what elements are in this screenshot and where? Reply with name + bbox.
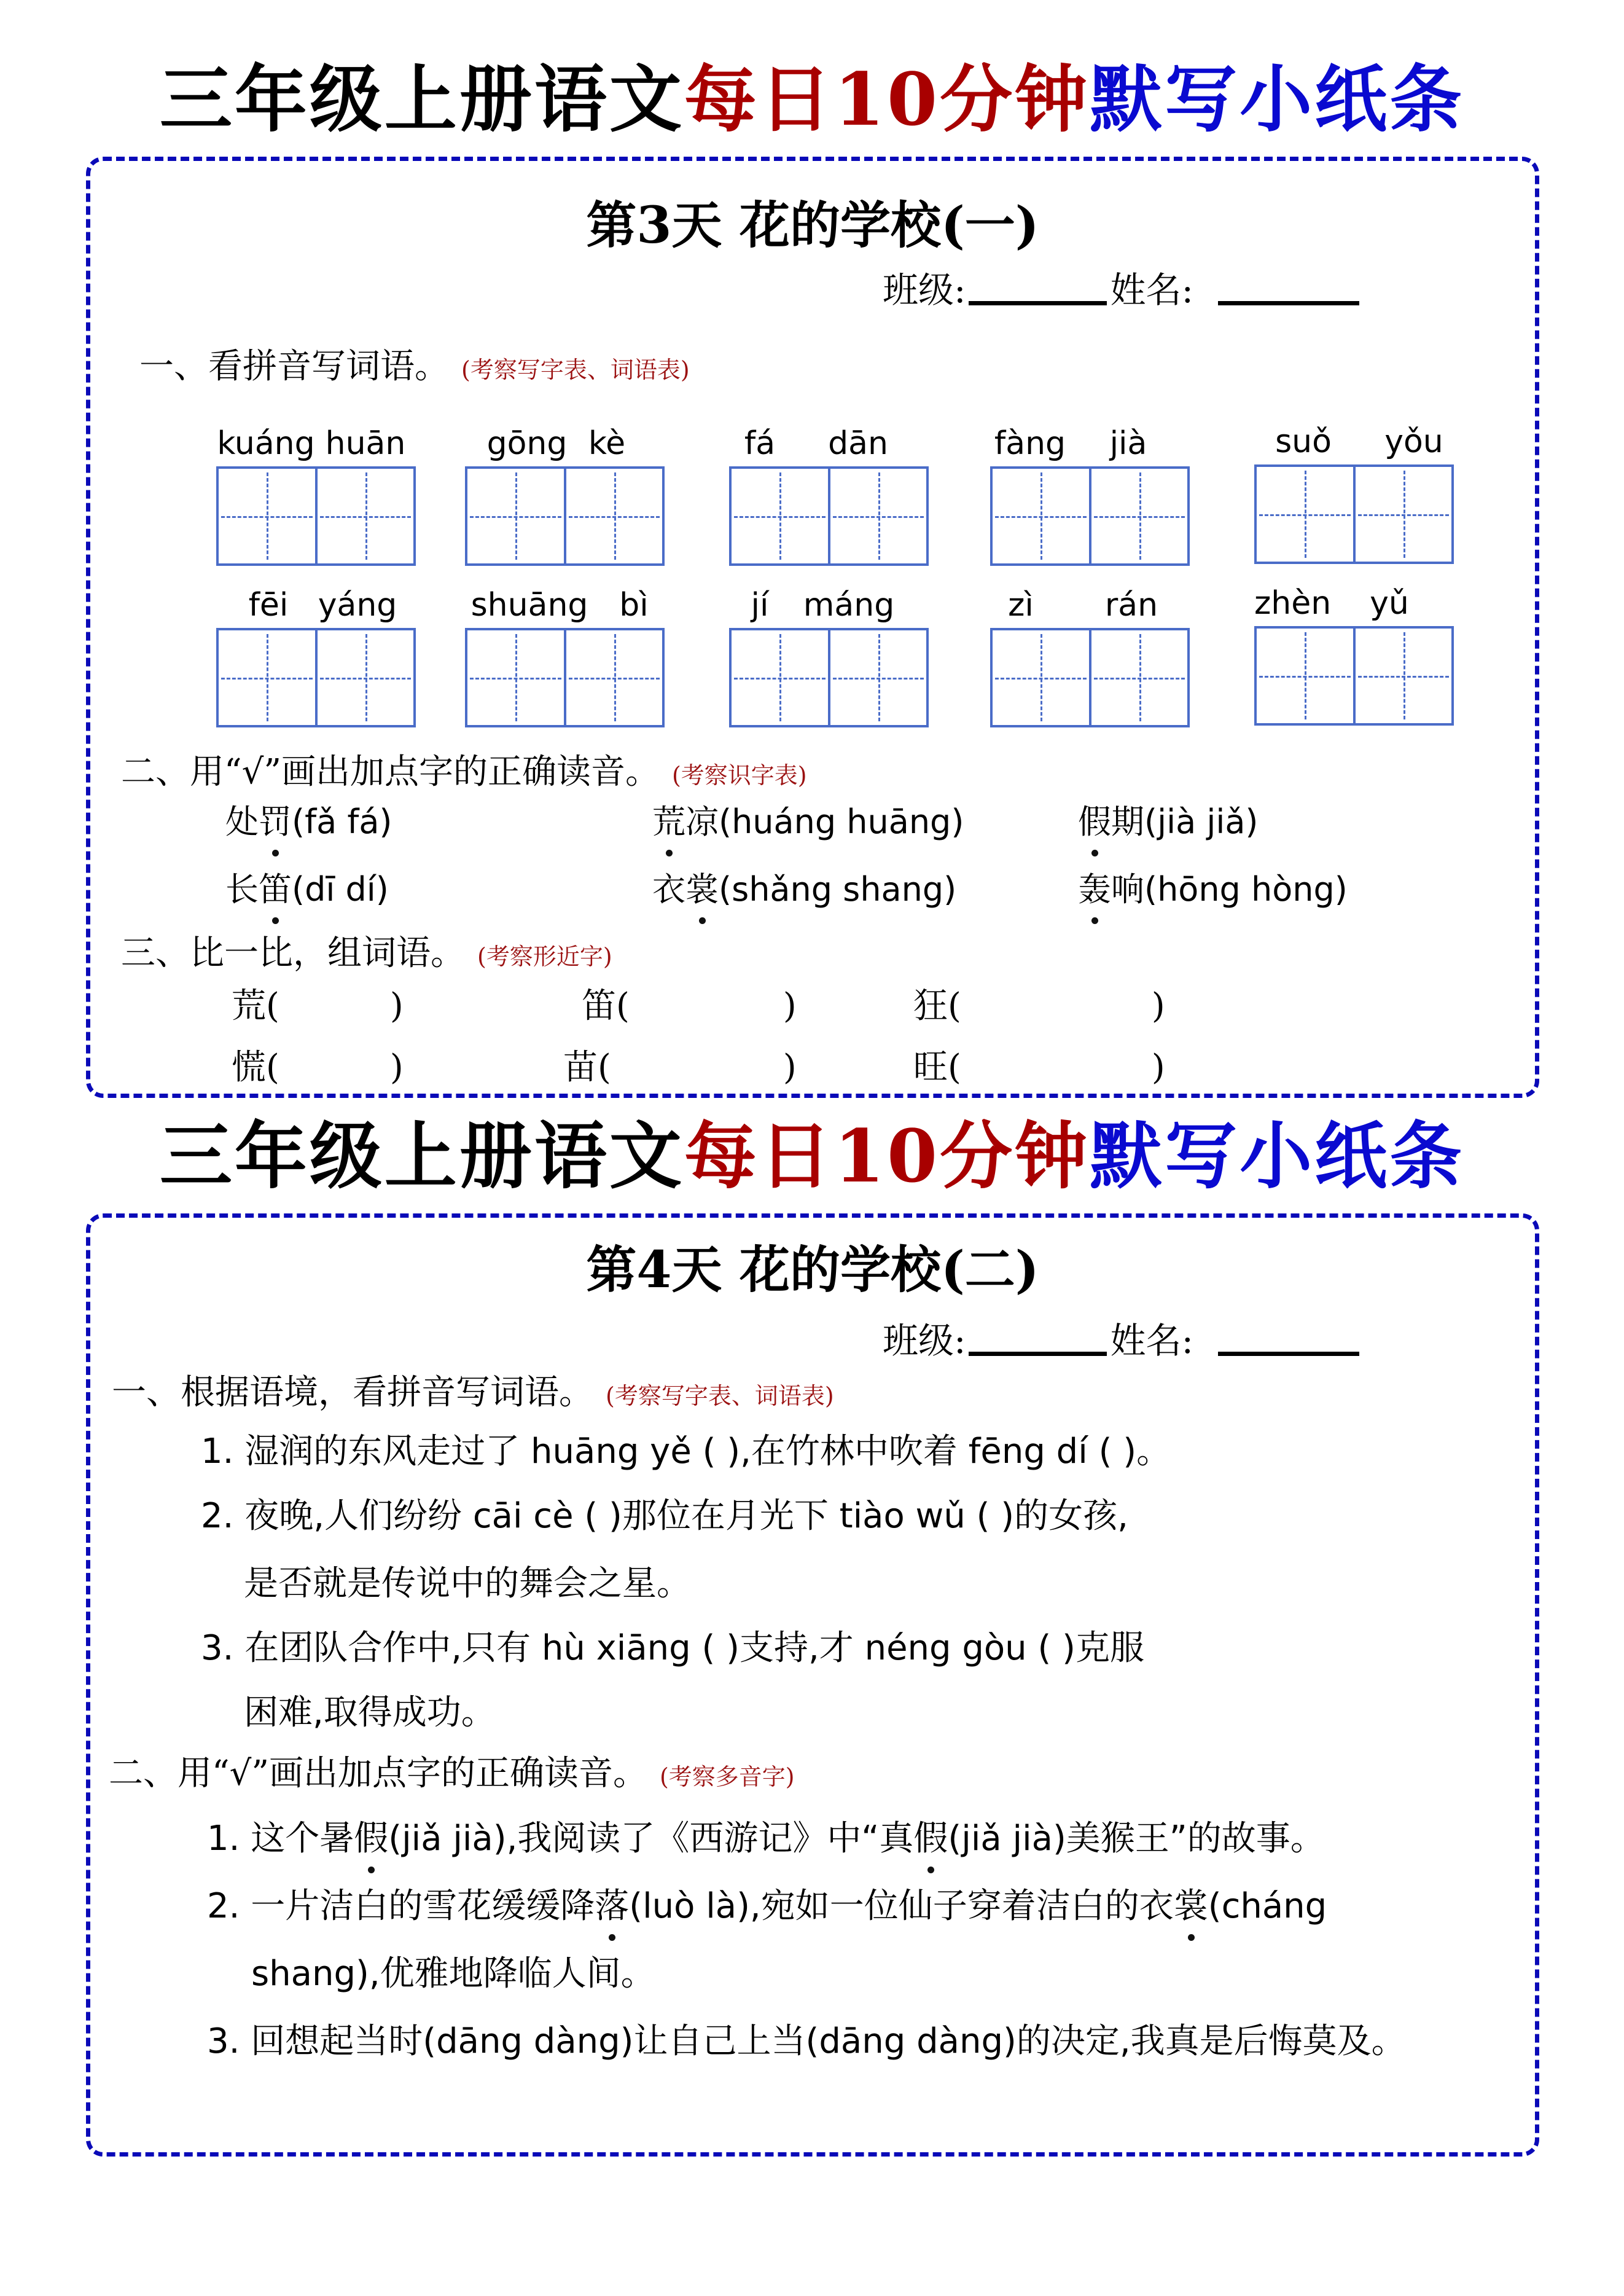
compare-item-1[interactable]: 荒( ) <box>232 986 404 1026</box>
polyphone-sentence-1[interactable]: 1. 这个暑假(jiǎ jià),我阅读了《西游记》中“真假(jiǎ jià)美猴王”的故事。 <box>207 1817 1325 1861</box>
title-grade-text: 三年级上册语文 <box>159 57 684 142</box>
polyphone-sentence-2[interactable]: 2. 一片洁白的雪花缓缓降落(luò là),宛如一位仙子穿着洁白的衣裳(cháng <box>207 1884 1327 1929</box>
pinyin-options[interactable]: (hōng hòng) <box>1144 870 1348 909</box>
pinyin-options[interactable]: (fǎ fá) <box>292 802 392 841</box>
class-field[interactable] <box>969 301 1107 305</box>
pinyin-options[interactable]: (jià jiǎ) <box>1144 802 1259 841</box>
title-dictation-text: 默写小纸条 <box>1090 1113 1465 1199</box>
class-field[interactable] <box>969 1352 1107 1356</box>
dotted-char: 假 <box>354 1817 388 1861</box>
title-daily-text: 每日10分钟 <box>684 1113 1090 1199</box>
dotted-char: 轰 <box>1078 868 1111 912</box>
section-1-heading <box>139 345 690 391</box>
worksheet-title-2 <box>0 1113 1624 1199</box>
reading-item-1[interactable]: 处罚(fǎ fá) <box>225 800 392 844</box>
compare-item-3[interactable]: 狂( ) <box>913 986 1165 1026</box>
section-3-note: (考察形近字) <box>477 943 612 970</box>
compare-item-6[interactable]: 旺( ) <box>913 1048 1165 1087</box>
name-label: 姓名: <box>1110 1320 1194 1362</box>
writing-grid[interactable] <box>990 628 1190 727</box>
dotted-char: 荒 <box>652 800 685 844</box>
context-sentence-3[interactable]: 3. 在团队合作中,只有 hù xiāng ( )支持,才 néng gòu ( )克服 <box>201 1628 1144 1668</box>
dotted-char: 假 <box>913 1817 948 1861</box>
section-3-title: 三、比一比，组词语。 <box>121 933 465 973</box>
name-label: 姓名: <box>1110 269 1194 311</box>
polyphone-sentence-3[interactable]: 3. 回想起当时(dāng dàng)让自己上当(dāng dàng)的决定,我真是后悔莫及。 <box>207 2021 1406 2061</box>
title-daily-text: 每日10分钟 <box>684 57 1090 142</box>
section-2-note: (考察多音字) <box>659 1763 795 1790</box>
student-info <box>883 1319 1363 1362</box>
dotted-char: 笛 <box>259 868 292 912</box>
reading-item-6[interactable]: 轰响(hōng hòng) <box>1078 868 1348 912</box>
section-3-heading <box>121 932 612 978</box>
dotted-char: 假 <box>1078 800 1111 844</box>
name-field[interactable] <box>1218 1352 1359 1356</box>
reading-item-5[interactable]: 衣裳(shǎng shang) <box>652 868 956 912</box>
compare-item-4[interactable]: 慌( ) <box>232 1048 404 1087</box>
compare-item-2[interactable]: 笛( ) <box>582 986 797 1026</box>
compare-item-5[interactable]: 苗( ) <box>563 1048 797 1087</box>
section-1-title: 一、根据语境，看拼音写词语。 <box>112 1373 593 1412</box>
context-sentence-1[interactable]: 1. 湿润的东风走过了 huāng yě ( ),在竹林中吹着 fēng dí ( )。 <box>201 1432 1171 1471</box>
day3-card: 第3天 花的学校(一) 班级: 姓名: 一、看拼音写词语。 (考察写字表、词语表) kuáng huān gōng kè fá dān fàng jià suǒ yǒu fēi yáng shuāng bì jí máng zì rán zhèn yǔ 二、用“√”画出加点字的正确读音。 (考察识字表) 处罚(fǎ fá) 荒凉(huáng huāng) 假期(jià jiǎ) 长笛(dī dí) 衣裳(shǎng shang) 轰响(hōng hòng) 三、比一比，组词语。 (考察形近字) 荒( ) 笛( ) 狂( ) 慌( ) 苗( ) 旺( ) <box>86 157 1539 1098</box>
writing-grid[interactable] <box>216 628 416 727</box>
day3-title: 第3天 花的学校(一) <box>586 196 1039 255</box>
dotted-char: 罚 <box>259 800 292 844</box>
polyphone-sentence-2-cont: shang),优雅地降临人间。 <box>251 1954 655 1994</box>
writing-grid[interactable] <box>729 466 929 566</box>
pinyin-options[interactable]: (huáng huāng) <box>719 802 964 841</box>
worksheet-title-1 <box>0 57 1624 143</box>
writing-grid[interactable] <box>465 466 665 566</box>
class-label: 班级: <box>883 1320 966 1362</box>
section-2-note: (考察识字表) <box>671 762 807 789</box>
section-1-title: 一、看拼音写词语。 <box>139 347 449 386</box>
writing-grid[interactable] <box>465 628 665 727</box>
reading-item-4[interactable]: 长笛(dī dí) <box>225 868 389 912</box>
context-sentence-3-cont: 困难,取得成功。 <box>244 1693 496 1733</box>
section-1-note: (考察写字表、词语表) <box>606 1382 834 1409</box>
writing-grid[interactable] <box>990 466 1190 566</box>
name-field[interactable] <box>1218 301 1359 305</box>
section-1-heading <box>112 1371 834 1417</box>
context-sentence-2-cont: 是否就是传说中的舞会之星。 <box>244 1564 691 1604</box>
section-2-heading <box>121 751 807 797</box>
dotted-char: 裳 <box>685 868 719 912</box>
writing-grid[interactable] <box>1254 464 1454 564</box>
reading-item-3[interactable]: 假期(jià jiǎ) <box>1078 800 1259 844</box>
writing-grid[interactable] <box>1254 626 1454 726</box>
writing-grid[interactable] <box>216 466 416 566</box>
class-label: 班级: <box>883 269 966 311</box>
section-1-note: (考察写字表、词语表) <box>461 356 690 383</box>
section-2-title: 二、用“√”画出加点字的正确读音。 <box>109 1753 647 1793</box>
title-dictation-text: 默写小纸条 <box>1090 57 1465 142</box>
day4-card <box>86 1213 1539 2157</box>
context-sentence-2[interactable]: 2. 夜晚,人们纷纷 cāi cè ( )那位在月光下 tiào wǔ ( )的女孩, <box>201 1496 1128 1536</box>
dotted-char: 落 <box>595 1884 629 1929</box>
writing-grid[interactable] <box>729 628 929 727</box>
reading-item-2[interactable]: 荒凉(huáng huāng) <box>652 800 964 844</box>
title-grade-text: 三年级上册语文 <box>159 1113 684 1199</box>
dotted-char: 裳 <box>1174 1884 1208 1929</box>
pinyin-options[interactable]: (shǎng shang) <box>719 870 957 909</box>
day4-title: 第4天 花的学校(二) <box>586 1240 1039 1299</box>
student-info <box>883 268 1363 311</box>
pinyin-options[interactable]: (dī dí) <box>292 870 389 909</box>
section-2-title: 二、用“√”画出加点字的正确读音。 <box>121 752 660 792</box>
section-2-heading <box>109 1752 795 1798</box>
